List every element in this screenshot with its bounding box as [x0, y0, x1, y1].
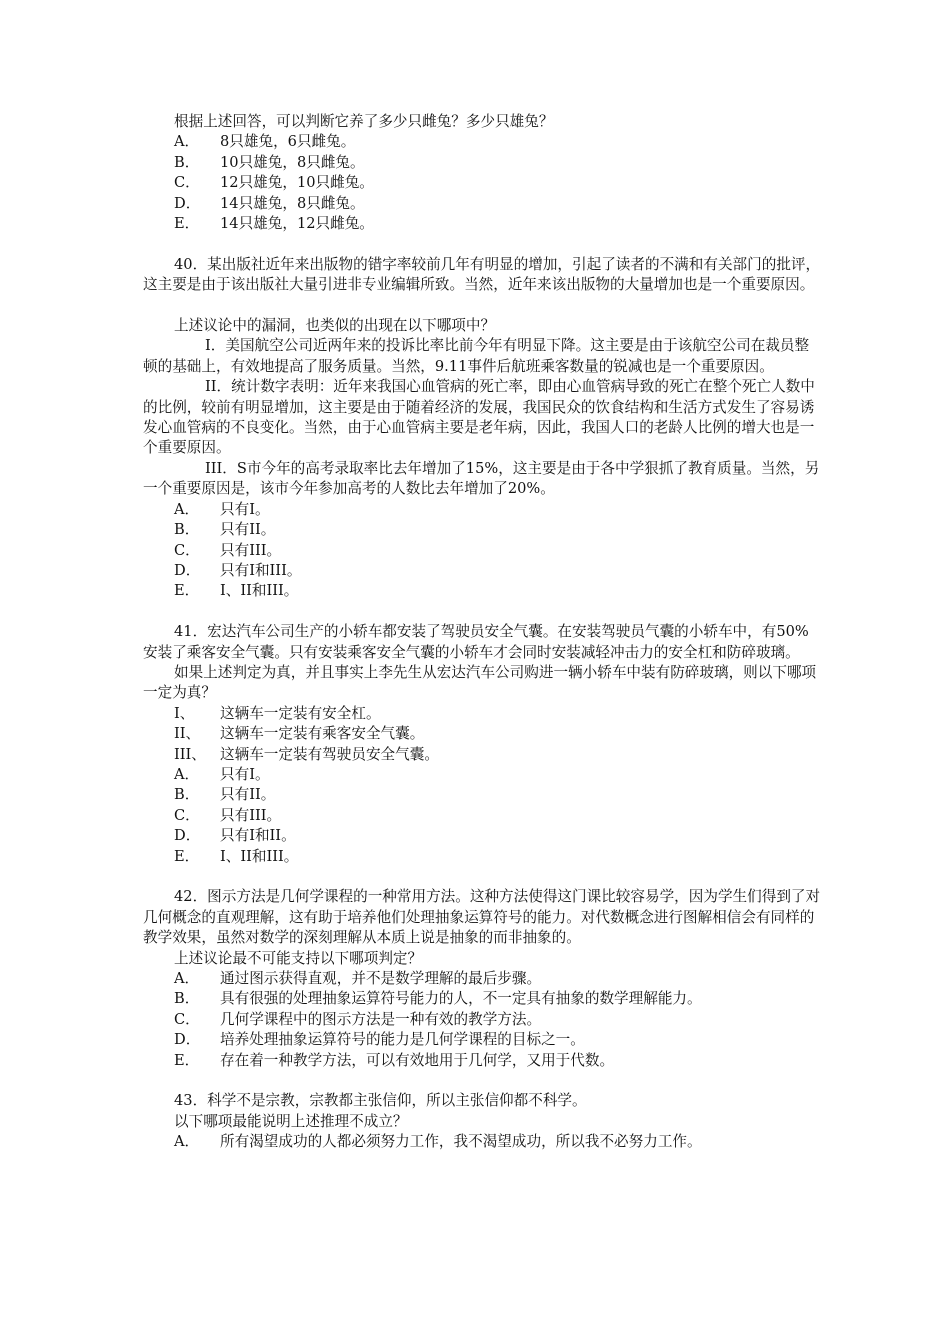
option-text: 所有渴望成功的人都必须努力工作，我不渴望成功，所以我不必努力工作。 — [220, 1133, 702, 1151]
q40-option-b[interactable] — [143, 520, 823, 540]
q42-stem: 42．图示方法是几何学课程的一种常用方法。这种方法使得这门课比较容易学，因为学生们得到了对几何概念的直观理解，这有助于培养他们处理抽象运算符号的能力。对代数概念进行图解相信会有同样的教学效果，虽然对数学的深刻理解从本质上说是抽象的而非抽象的。 — [143, 888, 821, 947]
q40-question: 上述议论中的漏洞，也类似的出现在以下哪项中？ — [174, 317, 496, 335]
item-text: 统计数字表明：近年来我国心血管病的死亡率，即由心血管病导致的死亡在整个死亡人数中的比例，较前有明显增加，这主要是由于随着经济的发展，我国民众的饮食结构和生活方式发生了容易诱发心血管病的不良变化。当然，由于心血管病主要是老年病，因此，我国人口的老龄人比例的增大也是一个重要原因。 — [143, 378, 815, 457]
option-label: C． — [174, 541, 200, 559]
q42-option-a[interactable] — [143, 969, 823, 989]
q41-option-c[interactable] — [143, 806, 823, 826]
option-label: C． — [174, 1010, 200, 1028]
q39-option-a[interactable] — [143, 132, 823, 152]
q42-option-b[interactable] — [143, 989, 823, 1009]
q40-item-ii — [143, 377, 823, 459]
item-label: III、 — [174, 745, 206, 763]
q42-options — [143, 969, 823, 1071]
q42-option-d[interactable] — [143, 1030, 823, 1050]
option-label: B． — [174, 521, 200, 539]
option-text: 只有II。 — [220, 786, 276, 804]
spacer — [143, 296, 823, 316]
q43-stem: 43．科学不是宗教，宗教都主张信仰，所以主张信仰都不科学。 — [174, 1092, 587, 1110]
option-text: I、II和III。 — [220, 582, 299, 600]
q40-options — [143, 500, 823, 602]
q42-question: 上述议论最不可能支持以下哪项判定？ — [174, 949, 423, 967]
option-text: 10只雄兔，8只雌兔。 — [220, 153, 365, 171]
option-text: 只有II。 — [220, 521, 276, 539]
item-label: I、 — [174, 704, 195, 722]
option-label: A． — [174, 1133, 200, 1151]
q41-option-b[interactable] — [143, 785, 823, 805]
spacer — [143, 234, 823, 254]
item-label: II、 — [174, 725, 201, 743]
option-label: A． — [174, 765, 200, 783]
option-text: 14只雄兔，8只雌兔。 — [220, 194, 365, 212]
q42-option-e[interactable] — [143, 1051, 823, 1071]
option-text: 只有III。 — [220, 541, 282, 559]
item-label: III． — [205, 459, 237, 477]
option-label: D． — [174, 827, 201, 845]
option-label: A． — [174, 133, 200, 151]
item-text: 这辆车一定装有乘客安全气囊。 — [220, 725, 425, 743]
option-text: 通过图示获得直观，并不是数学理解的最后步骤。 — [220, 970, 542, 987]
q41-item-ii — [143, 724, 823, 744]
q43-question: 以下哪项最能说明上述推理不成立？ — [174, 1112, 408, 1130]
option-text: I、II和III。 — [220, 847, 299, 865]
item-text: 这辆车一定装有驾驶员安全气囊。 — [220, 745, 439, 763]
option-label: E． — [174, 215, 200, 233]
q41-item-iii — [143, 745, 823, 765]
q40-option-e[interactable] — [143, 581, 823, 601]
q43-option-a[interactable] — [143, 1132, 823, 1152]
document-page — [143, 112, 823, 1153]
q41-question: 如果上述判定为真，并且事实上李先生从宏达汽车公司购进一辆小轿车中装有防碎玻璃，则以下哪项一定为真？ — [143, 663, 817, 702]
option-text: 12只雄兔，10只雌兔。 — [220, 174, 374, 192]
option-text: 只有I和II。 — [220, 827, 296, 845]
item-text: 美国航空公司近两年来的投诉比率比前今年有明显下降。这主要是由于该航空公司在裁员整顿的基础上，有效地提高了服务质量。当然，9.11事件后航班乘客数量的锐减也是一个重要原因。 — [143, 337, 810, 375]
option-text: 只有I和III。 — [220, 561, 302, 579]
spacer — [143, 1071, 823, 1091]
q41-stem: 41．宏达汽车公司生产的小轿车都安装了驾驶员安全气囊。在安装驾驶员气囊的小轿车中，有50%安装了乘客安全气囊。只有安装乘客安全气囊的小轿车才会同时安装减轻冲击力的安全杠和防碎玻璃。 — [143, 623, 809, 661]
option-label: B． — [174, 786, 200, 804]
q41-option-a[interactable] — [143, 765, 823, 785]
q39-options — [143, 132, 823, 234]
option-text: 8只雄兔，6只雌兔。 — [220, 133, 356, 151]
option-text: 培养处理抽象运算符号的能力是几何学课程的目标之一。 — [220, 1031, 585, 1049]
option-label: A． — [174, 970, 200, 987]
option-label: E． — [174, 582, 200, 600]
q40-stem: 40．某出版社近年来出版物的错字率较前几年有明显的增加，引起了读者的不满和有关部门的批评，这主要是由于该出版社大量引进非专业编辑所致。当然，近年来该出版物的大量增加也是一个重要原因。 — [143, 255, 821, 294]
option-text: 只有III。 — [220, 806, 282, 824]
q41-item-i — [143, 704, 823, 724]
q39-option-b[interactable] — [143, 153, 823, 173]
q40-option-a[interactable] — [143, 500, 823, 520]
spacer — [143, 602, 823, 622]
q39-option-d[interactable] — [143, 194, 823, 214]
q41-option-d[interactable] — [143, 826, 823, 846]
option-text: 只有I。 — [220, 500, 270, 518]
option-label: D． — [174, 1031, 201, 1049]
option-text: 存在着一种教学方法，可以有效地用于几何学，又用于代数。 — [220, 1051, 615, 1069]
option-label: D． — [174, 194, 201, 212]
q39-stem: 根据上述回答，可以判断它养了多少只雌兔？多少只雄兔？ — [174, 113, 554, 130]
option-label: E． — [174, 847, 200, 865]
option-text: 只有I。 — [220, 765, 270, 783]
q39-option-c[interactable] — [143, 173, 823, 193]
q39-option-e[interactable] — [143, 214, 823, 234]
option-text: 具有很强的处理抽象运算符号能力的人，不一定具有抽象的数学理解能力。 — [220, 990, 702, 1008]
item-text: 这辆车一定装有安全杠。 — [220, 704, 381, 722]
option-label: E． — [174, 1051, 200, 1069]
q40-option-c[interactable] — [143, 541, 823, 561]
spacer — [143, 867, 823, 887]
item-label: I． — [205, 337, 226, 355]
option-label: B． — [174, 153, 200, 171]
item-text: S市今年的高考录取率比去年增加了15%，这主要是由于各中学狠抓了教育质量。当然，另一个重要原因是，该市今年参加高考的人数比去年增加了20%。 — [143, 459, 820, 498]
q43-options — [143, 1132, 823, 1152]
q40-item-i — [143, 336, 823, 377]
q41-options — [143, 765, 823, 867]
option-text: 几何学课程中的图示方法是一种有效的教学方法。 — [220, 1010, 542, 1028]
q41-option-e[interactable] — [143, 847, 823, 867]
q40-option-d[interactable] — [143, 561, 823, 581]
option-label: C． — [174, 174, 200, 192]
option-label: A． — [174, 500, 200, 518]
option-label: D． — [174, 561, 201, 579]
option-label: B． — [174, 990, 200, 1008]
option-text: 14只雄兔，12只雌兔。 — [220, 215, 374, 233]
q42-option-c[interactable] — [143, 1010, 823, 1030]
item-label: II． — [205, 378, 232, 396]
option-label: C． — [174, 806, 200, 824]
q40-item-iii — [143, 459, 823, 500]
